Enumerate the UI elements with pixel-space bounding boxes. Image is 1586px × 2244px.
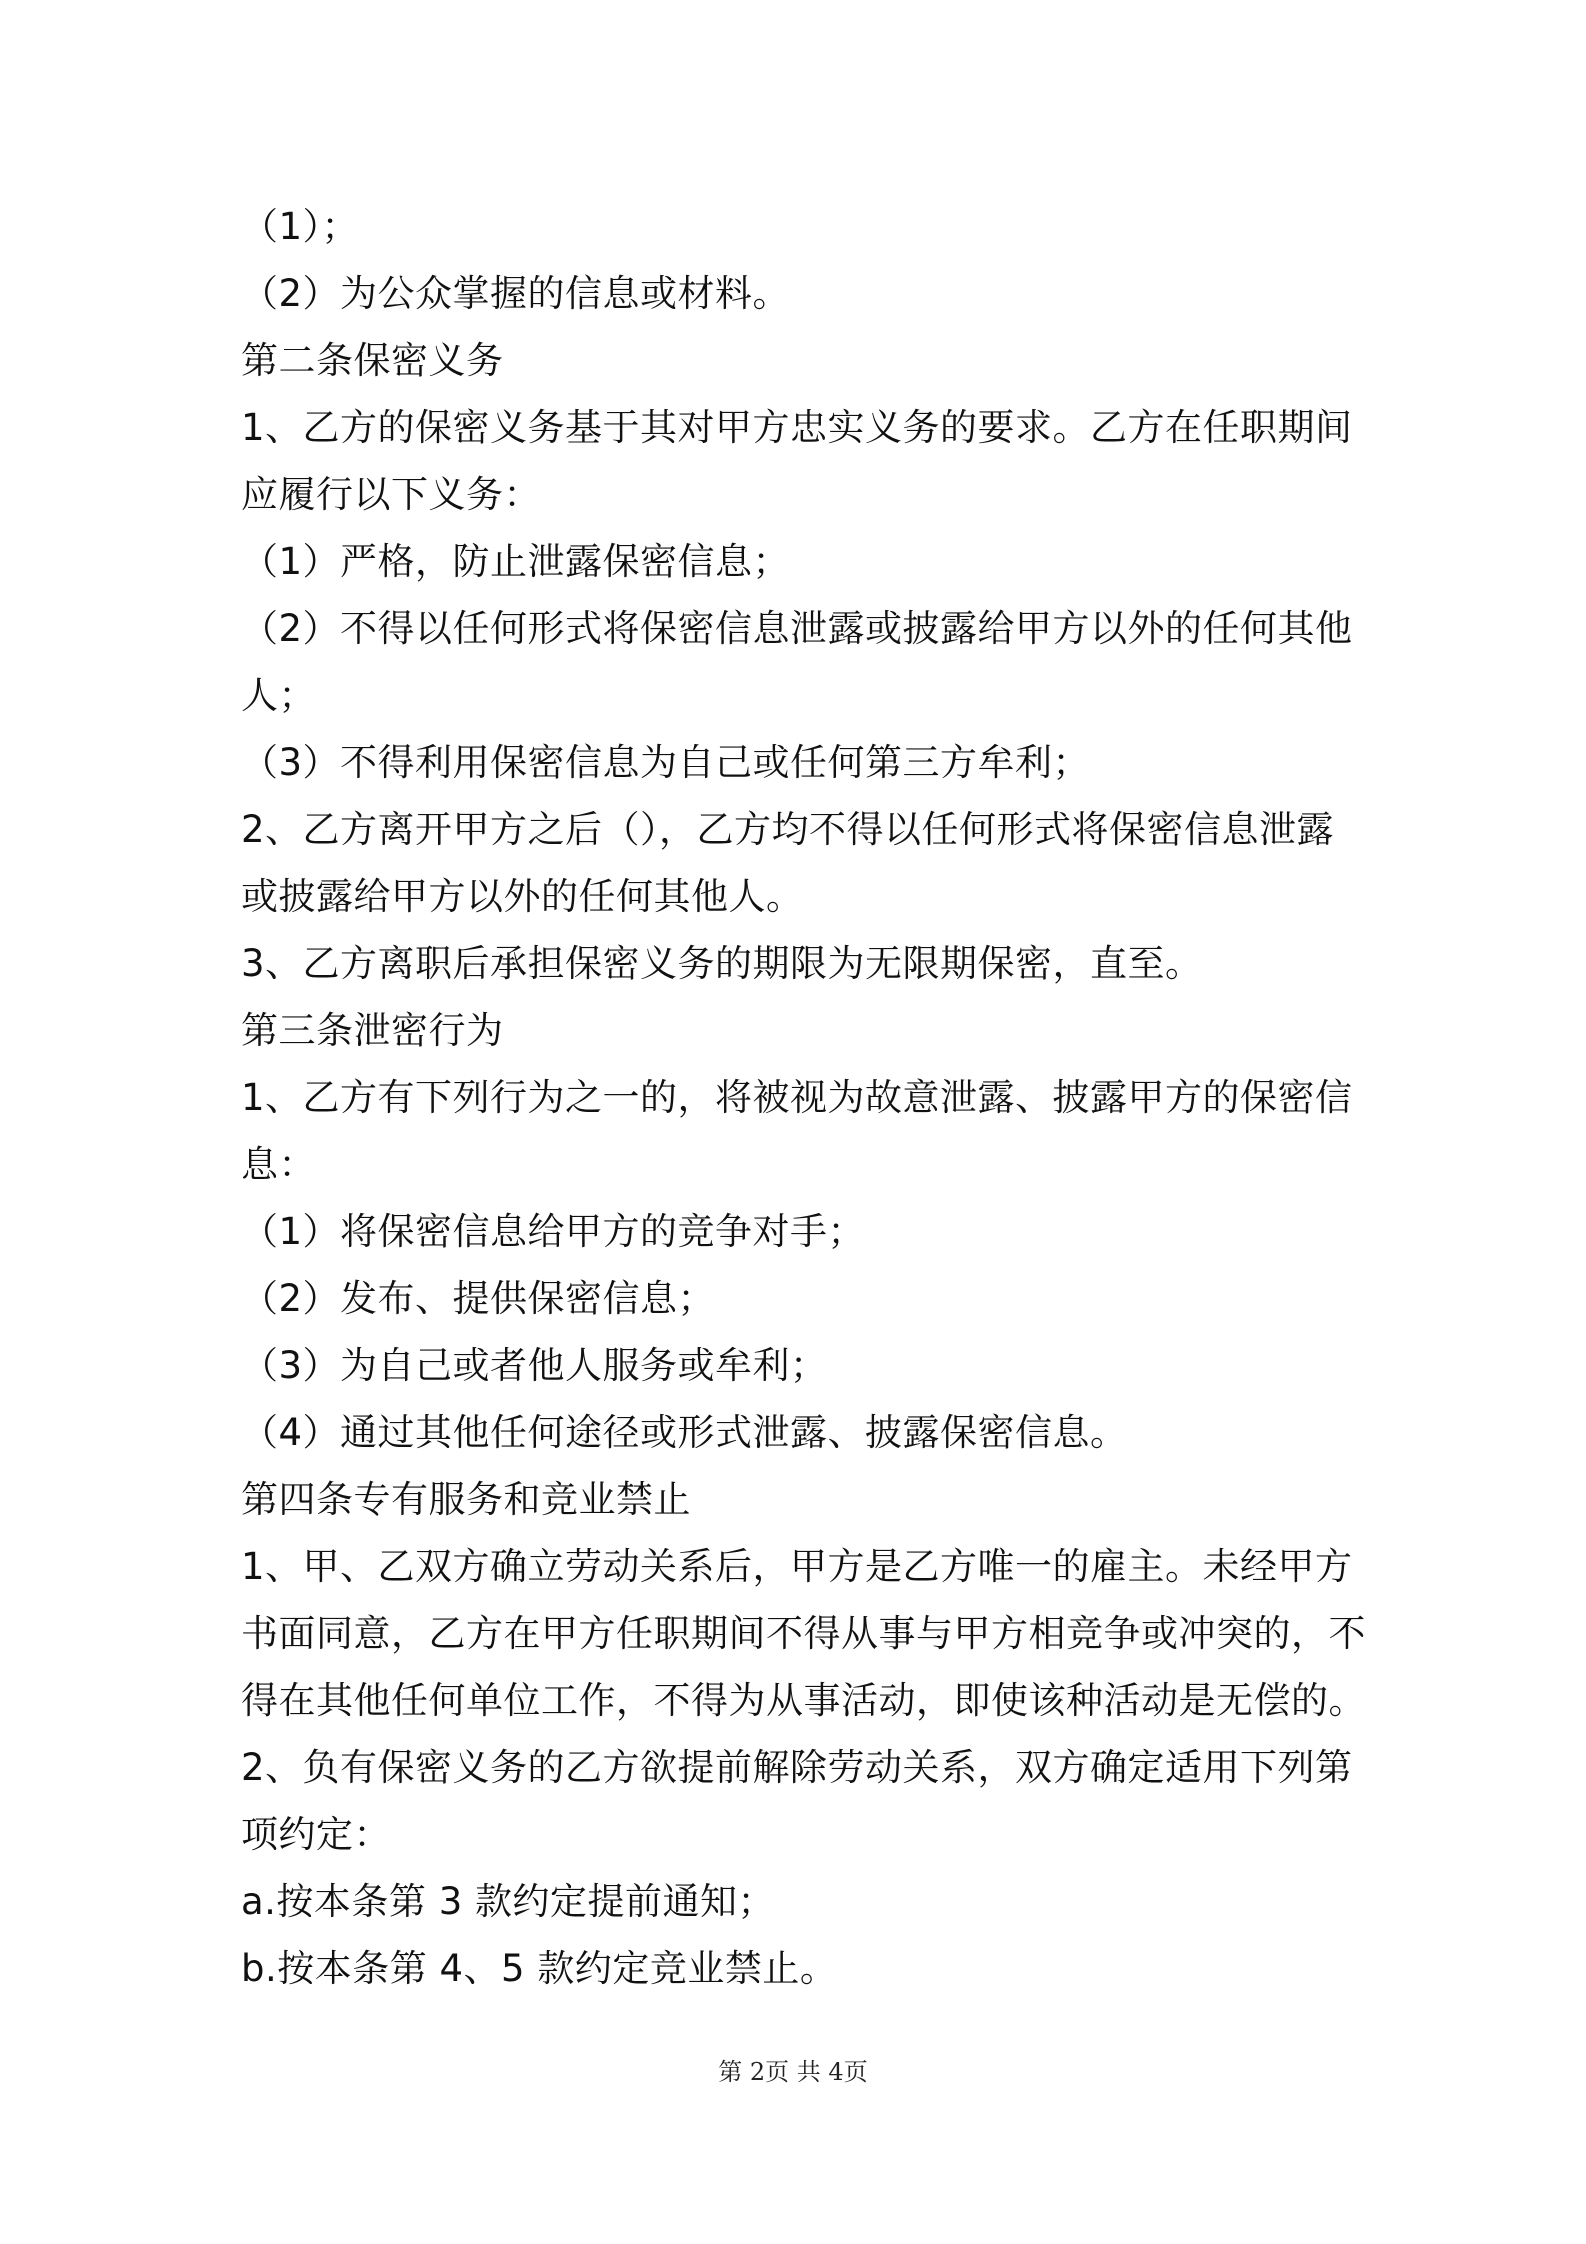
text-line: 3、乙方离职后承担保密义务的期限为无限期保密，直至。 [241, 942, 1203, 985]
text-line: （1）； [241, 205, 360, 248]
text-line: a.按本条第 3 款约定提前通知； [241, 1880, 775, 1923]
section-heading: 第三条泄密行为 [241, 1009, 504, 1052]
text-line: 或披露给甲方以外的任何其他人。 [241, 875, 804, 918]
text-line: 项约定： [241, 1813, 391, 1856]
document-body [241, 193, 1366, 2002]
text-line: （1）将保密信息给甲方的竞争对手； [241, 1210, 866, 1253]
text-line: 1、乙方有下列行为之一的，将被视为故意泄露、披露甲方的保密信 [241, 1076, 1353, 1119]
text-line: （4）通过其他任何途径或形式泄露、披露保密信息。 [241, 1411, 1128, 1454]
text-line: 书面同意，乙方在甲方任职期间不得从事与甲方相竞争或冲突的，不 [241, 1612, 1366, 1655]
text-line: 2、负有保密义务的乙方欲提前解除劳动关系，双方确定适用下列第 [241, 1746, 1353, 1789]
text-line: 2、乙方离开甲方之后（），乙方均不得以任何形式将保密信息泄露 [241, 808, 1335, 851]
text-line: 人； [241, 674, 316, 717]
text-line: （3）为自己或者他人服务或牟利； [241, 1344, 828, 1387]
text-line: 1、乙方的保密义务基于其对甲方忠实义务的要求。乙方在任职期间 [241, 406, 1353, 449]
section-heading: 第四条专有服务和竞业禁止 [241, 1478, 691, 1521]
text-line: 息： [241, 1143, 316, 1186]
text-line: 应履行以下义务： [241, 473, 541, 516]
text-line: （2）为公众掌握的信息或材料。 [241, 272, 791, 315]
text-line: 得在其他任何单位工作，不得为从事活动，即使该种活动是无偿的。 [241, 1679, 1366, 1722]
text-line: 1、甲、乙双方确立劳动关系后，甲方是乙方唯一的雇主。未经甲方 [241, 1545, 1353, 1588]
page-number-footer: 第 2页 共 4页 [718, 2058, 868, 2086]
text-line: （3）不得利用保密信息为自己或任何第三方牟利； [241, 741, 1091, 784]
text-line: （2）不得以任何形式将保密信息泄露或披露给甲方以外的任何其他 [241, 607, 1353, 650]
text-line: b.按本条第 4、5 款约定竞业禁止。 [241, 1947, 838, 1990]
text-line: （1）严格，防止泄露保密信息； [241, 540, 791, 583]
section-heading: 第二条保密义务 [241, 339, 504, 382]
text-line: （2）发布、提供保密信息； [241, 1277, 716, 1320]
